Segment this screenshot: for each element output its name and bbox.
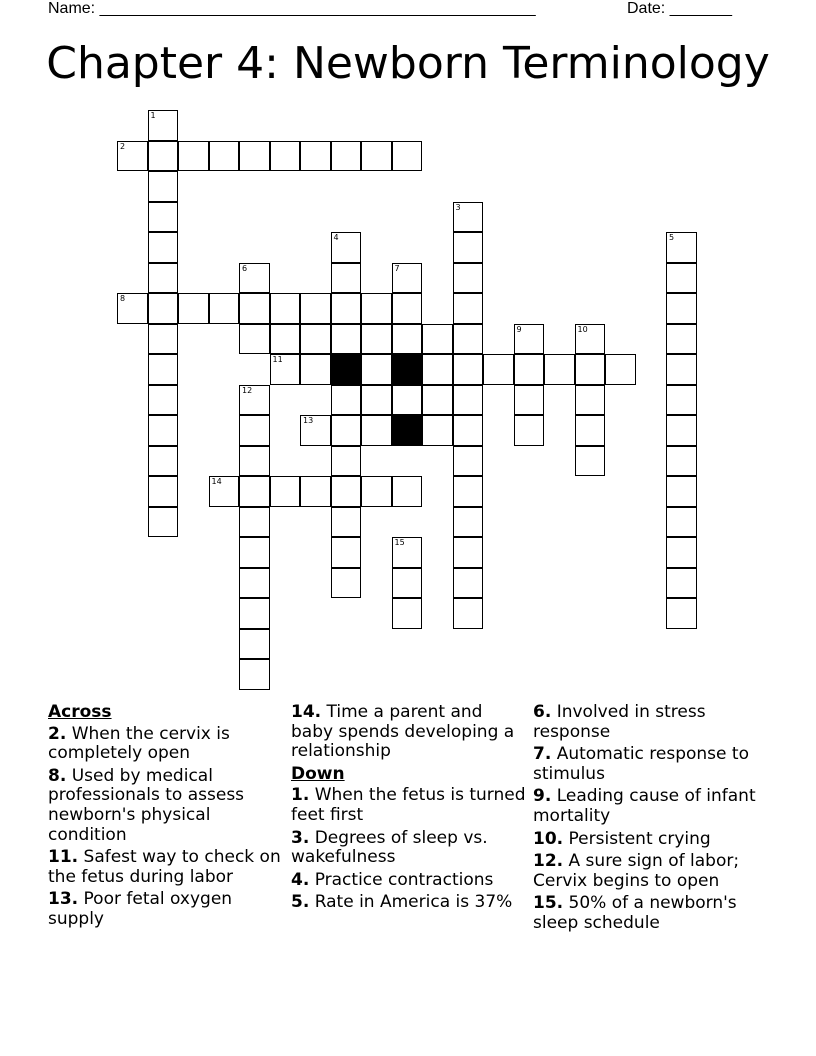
grid-cell[interactable] xyxy=(117,141,148,172)
clue-number: 10 xyxy=(577,324,588,334)
black-cell xyxy=(392,415,423,446)
date-line: Date: _______ xyxy=(627,0,732,17)
clue-item xyxy=(48,848,284,887)
clue-item-number: 14. xyxy=(291,702,322,722)
grid-cell[interactable] xyxy=(361,385,392,416)
grid-cell[interactable] xyxy=(361,354,392,385)
grid-cell[interactable] xyxy=(392,568,423,599)
clue-item xyxy=(533,745,769,784)
grid-cell[interactable] xyxy=(239,385,270,416)
grid-cell[interactable] xyxy=(239,507,270,538)
grid-cell[interactable] xyxy=(239,141,270,172)
grid-cell[interactable] xyxy=(331,476,362,507)
grid-cell[interactable] xyxy=(666,293,697,324)
grid-cell[interactable] xyxy=(666,598,697,629)
grid-cell[interactable] xyxy=(148,171,179,202)
grid-cell[interactable] xyxy=(392,537,423,568)
grid-cell[interactable] xyxy=(392,141,423,172)
across-heading: Across xyxy=(48,702,112,722)
clue-number: 3 xyxy=(455,202,461,212)
grid-cell[interactable] xyxy=(453,202,484,233)
grid-cell[interactable] xyxy=(453,354,484,385)
grid-cell[interactable] xyxy=(148,324,179,355)
grid-cell[interactable] xyxy=(239,537,270,568)
grid-cell[interactable] xyxy=(453,415,484,446)
grid-cell[interactable] xyxy=(148,446,179,477)
grid-cell[interactable] xyxy=(361,141,392,172)
clue-item xyxy=(291,786,527,825)
grid-cell[interactable] xyxy=(453,263,484,294)
clue-number: 7 xyxy=(394,263,400,273)
grid-cell[interactable] xyxy=(300,354,331,385)
grid-cell[interactable] xyxy=(575,354,606,385)
grid-cell[interactable] xyxy=(331,446,362,477)
clue-item-number: 6. xyxy=(533,702,552,722)
clue-item-text: Automatic response to stimulus xyxy=(533,744,749,784)
clue-item-text: Involved in stress response xyxy=(533,702,706,742)
black-cell xyxy=(392,354,423,385)
clue-number: 15 xyxy=(394,538,405,547)
grid-cell[interactable] xyxy=(239,629,270,660)
clue-item-text: Practice contractions xyxy=(309,869,494,890)
grid-cell[interactable] xyxy=(666,324,697,355)
clue-item xyxy=(533,894,769,933)
grid-cell[interactable] xyxy=(361,293,392,324)
clue-number: 5 xyxy=(669,233,675,242)
grid-cell[interactable] xyxy=(453,385,484,416)
grid-cell[interactable] xyxy=(148,293,179,324)
grid-cell[interactable] xyxy=(239,476,270,507)
grid-cell[interactable] xyxy=(239,415,270,446)
grid-cell[interactable] xyxy=(453,476,484,507)
clue-item xyxy=(533,787,769,826)
clue-item-text: Time a parent and baby spends developing a relationship xyxy=(291,702,515,762)
grid-cell[interactable] xyxy=(483,354,514,385)
grid-cell[interactable] xyxy=(666,232,697,263)
grid-cell[interactable] xyxy=(453,324,484,355)
clue-item-number: 3. xyxy=(291,827,310,848)
grid-cell[interactable] xyxy=(239,263,270,294)
clues-column-2 xyxy=(291,703,527,916)
grid-cell[interactable] xyxy=(331,507,362,538)
clue-item-text: Rate in America is 37% xyxy=(309,892,513,913)
grid-cell[interactable] xyxy=(331,415,362,446)
grid-cell[interactable] xyxy=(209,293,240,324)
clue-number: 1 xyxy=(150,111,156,120)
grid-cell[interactable] xyxy=(209,141,240,172)
clue-number: 8 xyxy=(120,294,126,303)
clue-item xyxy=(48,725,284,764)
grid-cell[interactable] xyxy=(148,141,179,172)
clue-item-text: Poor fetal oxygen supply xyxy=(48,889,233,929)
black-cell xyxy=(331,354,362,385)
grid-cell[interactable] xyxy=(178,293,209,324)
grid-cell[interactable] xyxy=(666,415,697,446)
grid-cell[interactable] xyxy=(148,476,179,507)
grid-cell[interactable] xyxy=(422,324,453,355)
clue-item xyxy=(291,829,527,868)
clue-number: 14 xyxy=(211,477,222,486)
grid-cell[interactable] xyxy=(270,354,301,385)
grid-cell[interactable] xyxy=(422,354,453,385)
clue-item-text: When the fetus is turned feet first xyxy=(291,785,526,825)
clue-item-text: Degrees of sleep vs. wakefulness xyxy=(291,827,488,868)
clue-number: 6 xyxy=(242,263,248,273)
grid-cell[interactable] xyxy=(239,659,270,690)
clue-item-text: Persistent crying xyxy=(563,828,711,849)
clue-item-number: 11. xyxy=(48,847,79,868)
grid-cell[interactable] xyxy=(148,507,179,538)
grid-cell[interactable] xyxy=(331,324,362,355)
down-heading: Down xyxy=(291,763,345,784)
clue-item xyxy=(533,703,769,742)
clue-item xyxy=(48,890,284,929)
grid-cell[interactable] xyxy=(148,232,179,263)
clue-item-text: When the cervix is completely open xyxy=(48,723,230,764)
clue-item-text: 50% of a newborn's sleep schedule xyxy=(533,893,737,933)
grid-cell[interactable] xyxy=(544,354,575,385)
clue-item-number: 5. xyxy=(291,892,310,913)
clue-number: 12 xyxy=(242,385,253,395)
clue-number: 2 xyxy=(120,141,126,151)
grid-cell[interactable] xyxy=(453,507,484,538)
clue-number: 13 xyxy=(303,416,314,425)
clue-item-text: Leading cause of infant mortality xyxy=(533,786,756,826)
clue-item xyxy=(533,830,769,850)
grid-cell[interactable] xyxy=(422,385,453,416)
grid-cell[interactable] xyxy=(422,415,453,446)
grid-cell[interactable] xyxy=(117,293,148,324)
grid-cell[interactable] xyxy=(361,415,392,446)
clues-column-1 xyxy=(48,703,284,933)
grid-cell[interactable] xyxy=(514,415,545,446)
grid-cell[interactable] xyxy=(453,568,484,599)
page-title: Chapter 4: Newborn Terminology xyxy=(46,38,770,89)
clue-item-number: 15. xyxy=(533,893,564,914)
grid-cell[interactable] xyxy=(392,263,423,294)
clue-item-number: 9. xyxy=(533,786,552,807)
grid-cell[interactable] xyxy=(148,202,179,233)
clue-item-number: 2. xyxy=(48,723,67,744)
clue-number: 4 xyxy=(333,233,339,242)
grid-cell[interactable] xyxy=(361,476,392,507)
grid-cell[interactable] xyxy=(453,446,484,477)
clue-item-text: A sure sign of labor; Cervix begins to open xyxy=(533,851,740,891)
grid-cell[interactable] xyxy=(270,141,301,172)
grid-cell[interactable] xyxy=(575,415,606,446)
grid-cell[interactable] xyxy=(392,324,423,355)
grid-cell[interactable] xyxy=(300,293,331,324)
clue-item-number: 12. xyxy=(533,851,564,872)
grid-cell[interactable] xyxy=(575,324,606,355)
grid-cell[interactable] xyxy=(453,537,484,568)
clue-item-number: 8. xyxy=(48,765,67,786)
grid-cell[interactable] xyxy=(148,110,179,141)
grid-cell[interactable] xyxy=(331,232,362,263)
clue-item xyxy=(291,703,527,762)
grid-cell[interactable] xyxy=(300,476,331,507)
grid-cell[interactable] xyxy=(178,141,209,172)
grid-cell[interactable] xyxy=(209,476,240,507)
grid-cell[interactable] xyxy=(148,354,179,385)
grid-cell[interactable] xyxy=(300,324,331,355)
grid-cell[interactable] xyxy=(300,415,331,446)
grid-cell[interactable] xyxy=(666,507,697,538)
clue-item-number: 10. xyxy=(533,828,564,849)
grid-cell[interactable] xyxy=(331,385,362,416)
clues-column-3 xyxy=(533,703,769,937)
grid-cell[interactable] xyxy=(666,446,697,477)
grid-cell[interactable] xyxy=(392,385,423,416)
grid-cell[interactable] xyxy=(239,324,270,355)
grid-cell[interactable] xyxy=(666,263,697,294)
grid-cell[interactable] xyxy=(392,476,423,507)
grid-cell[interactable] xyxy=(148,385,179,416)
clue-item xyxy=(48,767,284,845)
clue-item xyxy=(533,852,769,891)
grid-cell[interactable] xyxy=(666,476,697,507)
grid-cell[interactable] xyxy=(605,354,636,385)
grid-cell[interactable] xyxy=(361,324,392,355)
clue-number: 11 xyxy=(272,355,283,364)
grid-cell[interactable] xyxy=(270,324,301,355)
grid-cell[interactable] xyxy=(331,537,362,568)
grid-cell[interactable] xyxy=(148,263,179,294)
grid-cell[interactable] xyxy=(514,354,545,385)
grid-cell[interactable] xyxy=(331,293,362,324)
grid-cell[interactable] xyxy=(666,385,697,416)
grid-cell[interactable] xyxy=(453,598,484,629)
grid-cell[interactable] xyxy=(331,141,362,172)
grid-cell[interactable] xyxy=(453,232,484,263)
grid-cell[interactable] xyxy=(392,598,423,629)
grid-cell[interactable] xyxy=(666,537,697,568)
grid-cell[interactable] xyxy=(514,324,545,355)
grid-cell[interactable] xyxy=(270,293,301,324)
name-line: Name: _________________________________________________ xyxy=(48,0,536,17)
grid-cell[interactable] xyxy=(575,385,606,416)
clue-item-number: 13. xyxy=(48,889,79,910)
clue-item-number: 1. xyxy=(291,785,310,806)
clue-item-number: 7. xyxy=(533,744,552,765)
grid-cell[interactable] xyxy=(392,293,423,324)
grid-cell[interactable] xyxy=(575,446,606,477)
clue-item-text: Safest way to check on the fetus during labor xyxy=(48,847,281,887)
grid-cell[interactable] xyxy=(453,293,484,324)
grid-cell[interactable] xyxy=(239,293,270,324)
clue-item xyxy=(291,893,527,913)
clue-item xyxy=(291,871,527,891)
grid-cell[interactable] xyxy=(239,598,270,629)
grid-cell[interactable] xyxy=(666,354,697,385)
clue-number: 9 xyxy=(516,324,522,334)
grid-cell[interactable] xyxy=(300,141,331,172)
clue-item-text: Used by medical professionals to assess newborn's physical condition xyxy=(48,765,245,845)
grid-cell[interactable] xyxy=(239,568,270,599)
grid-cell[interactable] xyxy=(666,568,697,599)
grid-cell[interactable] xyxy=(331,568,362,599)
clue-item-number: 4. xyxy=(291,869,310,890)
grid-cell[interactable] xyxy=(514,385,545,416)
grid-cell[interactable] xyxy=(239,446,270,477)
grid-cell[interactable] xyxy=(331,263,362,294)
grid-cell[interactable] xyxy=(148,415,179,446)
grid-cell[interactable] xyxy=(270,476,301,507)
